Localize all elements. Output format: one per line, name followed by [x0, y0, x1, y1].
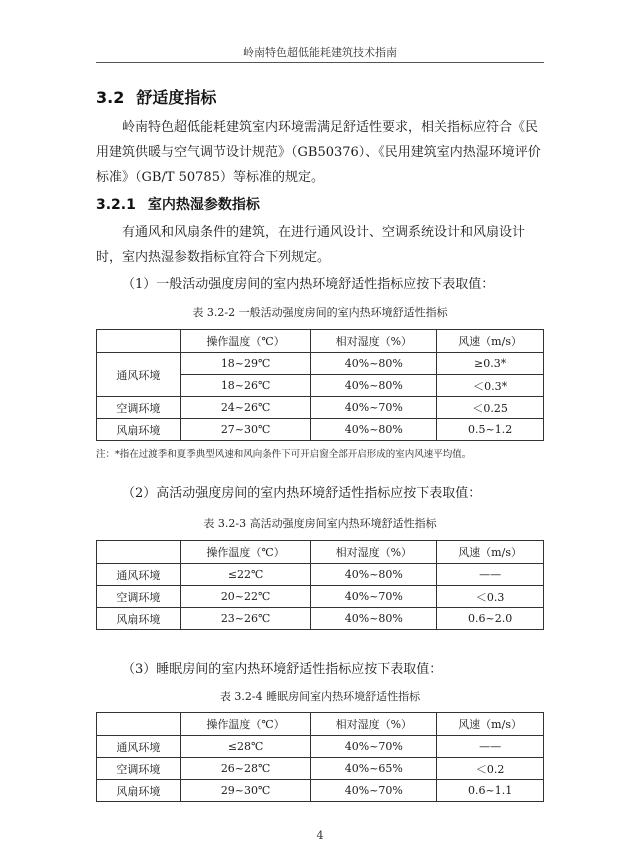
- humidity-cell: 40%~80%: [311, 608, 437, 630]
- speed-cell: ——: [437, 564, 544, 586]
- table-header-row: [97, 330, 544, 353]
- speed-cell: ＜0.3: [437, 586, 544, 608]
- running-header: 岭南特色超低能耗建筑技术指南: [243, 46, 397, 59]
- env-cell: 风扇环境: [97, 780, 181, 802]
- page-number: 4: [316, 829, 324, 842]
- header-cell-blank: [97, 541, 181, 564]
- temp-cell: 29~30℃: [180, 780, 311, 802]
- subsection-title: 室内热湿参数指标: [147, 197, 260, 213]
- speed-cell: ≥0.3*: [437, 353, 544, 375]
- header-cell-blank: [97, 713, 181, 736]
- header-cell-blank: [97, 330, 181, 353]
- table-row: [97, 736, 544, 758]
- speed-cell: 0.6~2.0: [437, 608, 544, 630]
- temp-cell: 18~29℃: [180, 353, 311, 375]
- section-heading: [96, 85, 216, 108]
- section-number: 3.2: [96, 88, 125, 107]
- header-cell-wind-speed: 风速（m/s）: [437, 541, 544, 564]
- temp-cell: 27~30℃: [180, 419, 311, 441]
- table-row: [97, 419, 544, 441]
- env-cell: 空调环境: [97, 758, 181, 780]
- speed-cell: ——: [437, 736, 544, 758]
- env-cell: 通风环境: [97, 564, 181, 586]
- env-cell: 风扇环境: [97, 608, 181, 630]
- speed-cell: ＜0.3*: [437, 375, 544, 397]
- humidity-cell: 40%~70%: [311, 736, 437, 758]
- table-note: 注：*指在过渡季和夏季典型风速和风向条件下可开启窗全部开启形成的室内风速平均值。: [96, 449, 472, 460]
- env-cell: 通风环境: [97, 353, 181, 397]
- env-cell: 空调环境: [97, 586, 181, 608]
- list-item-1: （1）一般活动强度房间的室内热环境舒适性指标应按下表取值：: [122, 277, 495, 292]
- header-cell-wind-speed: 风速（m/s）: [437, 330, 544, 353]
- list-item-2: （2）高活动强度房间的室内热环境舒适性指标应按下表取值：: [122, 486, 482, 501]
- temp-cell: 18~26℃: [180, 375, 311, 397]
- humidity-cell: 40%~70%: [311, 397, 437, 419]
- header-rule: [96, 62, 544, 63]
- table-caption-1: 表 3.2-2 一般活动强度房间的室内热环境舒适性指标: [192, 306, 448, 319]
- header-cell-humidity: 相对湿度（%）: [311, 330, 437, 353]
- header-cell-wind-speed: 风速（m/s）: [437, 713, 544, 736]
- temp-cell: 23~26℃: [180, 608, 311, 630]
- subsection-heading: [96, 194, 260, 214]
- env-cell: 风扇环境: [97, 419, 181, 441]
- header-cell-temperature: 操作温度（℃）: [180, 330, 311, 353]
- humidity-cell: 40%~80%: [311, 375, 437, 397]
- speed-cell: 0.5~1.2: [437, 419, 544, 441]
- header-cell-temperature: 操作温度（℃）: [180, 541, 311, 564]
- table-row: [97, 758, 544, 780]
- env-cell: 空调环境: [97, 397, 181, 419]
- section-title: 舒适度指标: [136, 88, 217, 107]
- subsection-paragraph: 有通风和风扇条件的建筑，在进行通风设计、空调系统设计和风扇设计时，室内热湿参数指标宜符合下列规定。: [96, 225, 526, 265]
- header-cell-humidity: 相对湿度（%）: [311, 713, 437, 736]
- humidity-cell: 40%~65%: [311, 758, 437, 780]
- table-row: [97, 586, 544, 608]
- table-3-2-4: [96, 712, 544, 802]
- header-cell-humidity: 相对湿度（%）: [311, 541, 437, 564]
- temp-cell: 20~22℃: [180, 586, 311, 608]
- table-caption-3: 表 3.2-4 睡眠房间室内热环境舒适性指标: [219, 690, 421, 703]
- temp-cell: 24~26℃: [180, 397, 311, 419]
- humidity-cell: 40%~70%: [311, 586, 437, 608]
- speed-cell: ＜0.2: [437, 758, 544, 780]
- temp-cell: ≤28℃: [180, 736, 311, 758]
- table-row: [97, 780, 544, 802]
- table-header-row: [97, 713, 544, 736]
- table-header-row: [97, 541, 544, 564]
- humidity-cell: 40%~80%: [311, 564, 437, 586]
- temp-cell: ≤22℃: [180, 564, 311, 586]
- speed-cell: ＜0.25: [437, 397, 544, 419]
- table-row: [97, 397, 544, 419]
- table-3-2-3: [96, 540, 544, 630]
- humidity-cell: 40%~80%: [311, 353, 437, 375]
- subsection-number: 3.2.1: [96, 197, 136, 213]
- speed-cell: 0.6~1.1: [437, 780, 544, 802]
- table-3-2-2: [96, 329, 544, 441]
- header-cell-temperature: 操作温度（℃）: [180, 713, 311, 736]
- table-row: [97, 564, 544, 586]
- humidity-cell: 40%~70%: [311, 780, 437, 802]
- table-caption-2: 表 3.2-3 高活动强度房间室内热环境舒适性指标: [203, 517, 437, 530]
- list-item-3: （3）睡眠房间的室内热环境舒适性指标应按下表取值：: [122, 662, 443, 677]
- section-paragraph: 岭南特色超低能耗建筑室内环境需满足舒适性要求，相关指标应符合《民用建筑供暖与空气调节设计规范》（GB50376）、《民用建筑室内热湿环境评价标准》（GB/T 50785）等标准的规定。: [96, 120, 541, 185]
- table-row: [97, 353, 544, 375]
- humidity-cell: 40%~80%: [311, 419, 437, 441]
- env-cell: 通风环境: [97, 736, 181, 758]
- temp-cell: 26~28℃: [180, 758, 311, 780]
- table-row: [97, 608, 544, 630]
